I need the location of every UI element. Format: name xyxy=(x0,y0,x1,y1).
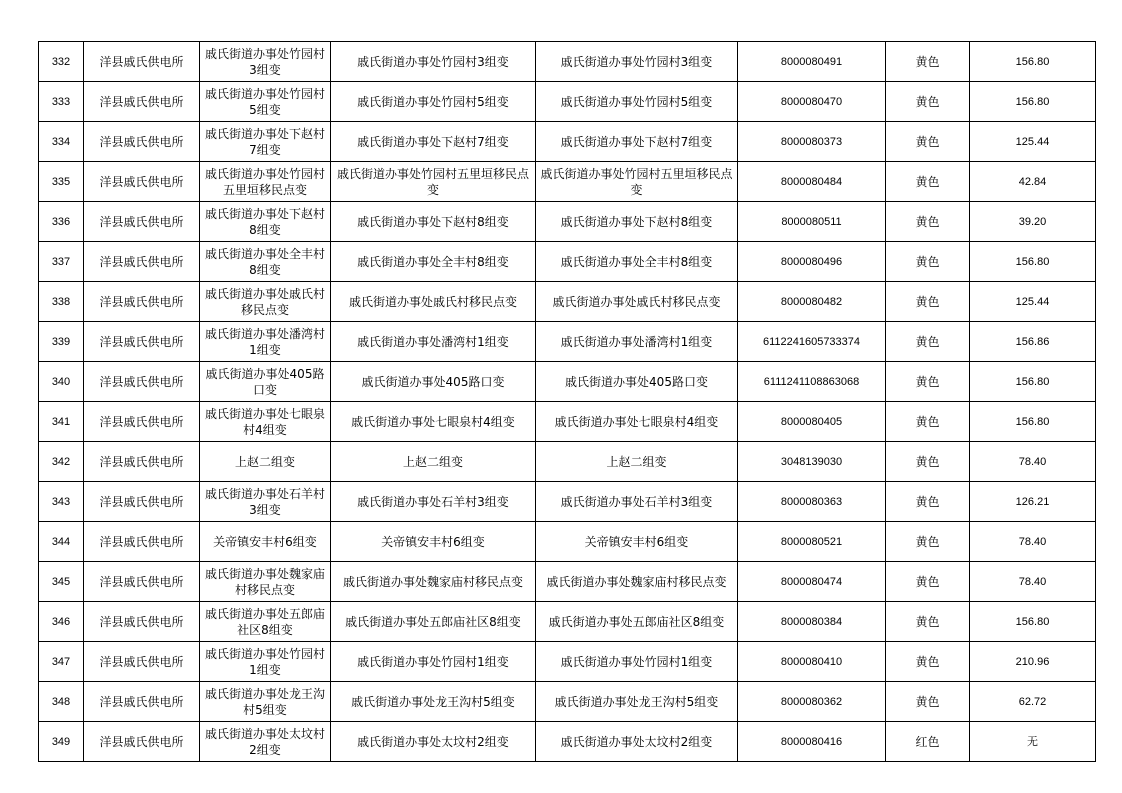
table-row xyxy=(39,442,1096,482)
area-name-cell: 戚氏街道办事处竹园村1组变 xyxy=(536,642,738,682)
area-name-cell: 戚氏街道办事处下赵村7组变 xyxy=(536,122,738,162)
area-name-cell: 戚氏街道办事处下赵村8组变 xyxy=(536,202,738,242)
warning-level-cell: 黄色 xyxy=(886,162,970,202)
line-name-cell: 戚氏街道办事处下赵村8组变 xyxy=(331,202,536,242)
station-cell: 洋县戚氏供电所 xyxy=(84,282,200,322)
transformer-name-cell: 关帝镇安丰村6组变 xyxy=(200,522,331,562)
table-row xyxy=(39,82,1096,122)
warning-level-cell: 黄色 xyxy=(886,402,970,442)
transformer-name-cell: 戚氏街道办事处竹园村1组变 xyxy=(200,642,331,682)
station-cell: 洋县戚氏供电所 xyxy=(84,522,200,562)
transformer-name-cell: 戚氏街道办事处五郎庙社区8组变 xyxy=(200,602,331,642)
code-cell: 8000080484 xyxy=(738,162,886,202)
data-table xyxy=(38,41,1096,762)
value-cell: 126.21 xyxy=(970,482,1096,522)
table-row xyxy=(39,362,1096,402)
table-row xyxy=(39,42,1096,82)
station-cell: 洋县戚氏供电所 xyxy=(84,322,200,362)
row-number-cell: 335 xyxy=(39,162,84,202)
area-name-cell: 戚氏街道办事处魏家庙村移民点变 xyxy=(536,562,738,602)
area-name-cell: 戚氏街道办事处405路口变 xyxy=(536,362,738,402)
station-cell: 洋县戚氏供电所 xyxy=(84,362,200,402)
code-cell: 6112241605733374 xyxy=(738,322,886,362)
transformer-name-cell: 戚氏街道办事处竹园村5组变 xyxy=(200,82,331,122)
warning-level-cell: 红色 xyxy=(886,722,970,762)
row-number-cell: 338 xyxy=(39,282,84,322)
transformer-name-cell: 上赵二组变 xyxy=(200,442,331,482)
row-number-cell: 337 xyxy=(39,242,84,282)
table-row xyxy=(39,482,1096,522)
row-number-cell: 345 xyxy=(39,562,84,602)
warning-level-cell: 黄色 xyxy=(886,242,970,282)
value-cell: 78.40 xyxy=(970,562,1096,602)
warning-level-cell: 黄色 xyxy=(886,202,970,242)
value-cell: 78.40 xyxy=(970,442,1096,482)
code-cell: 8000080511 xyxy=(738,202,886,242)
table-row xyxy=(39,162,1096,202)
area-name-cell: 戚氏街道办事处全丰村8组变 xyxy=(536,242,738,282)
station-cell: 洋县戚氏供电所 xyxy=(84,162,200,202)
area-name-cell: 戚氏街道办事处竹园村五里垣移民点变 xyxy=(536,162,738,202)
line-name-cell: 戚氏街道办事处石羊村3组变 xyxy=(331,482,536,522)
station-cell: 洋县戚氏供电所 xyxy=(84,82,200,122)
row-number-cell: 343 xyxy=(39,482,84,522)
value-cell: 156.80 xyxy=(970,362,1096,402)
line-name-cell: 戚氏街道办事处龙王沟村5组变 xyxy=(331,682,536,722)
warning-level-cell: 黄色 xyxy=(886,282,970,322)
station-cell: 洋县戚氏供电所 xyxy=(84,442,200,482)
station-cell: 洋县戚氏供电所 xyxy=(84,202,200,242)
code-cell: 8000080373 xyxy=(738,122,886,162)
code-cell: 8000080491 xyxy=(738,42,886,82)
transformer-name-cell: 戚氏街道办事处龙王沟村5组变 xyxy=(200,682,331,722)
row-number-cell: 334 xyxy=(39,122,84,162)
row-number-cell: 346 xyxy=(39,602,84,642)
table-row xyxy=(39,522,1096,562)
transformer-name-cell: 戚氏街道办事处太坟村2组变 xyxy=(200,722,331,762)
line-name-cell: 戚氏街道办事处全丰村8组变 xyxy=(331,242,536,282)
transformer-name-cell: 戚氏街道办事处潘湾村1组变 xyxy=(200,322,331,362)
area-name-cell: 戚氏街道办事处戚氏村移民点变 xyxy=(536,282,738,322)
row-number-cell: 344 xyxy=(39,522,84,562)
value-cell: 39.20 xyxy=(970,202,1096,242)
code-cell: 8000080405 xyxy=(738,402,886,442)
station-cell: 洋县戚氏供电所 xyxy=(84,642,200,682)
warning-level-cell: 黄色 xyxy=(886,682,970,722)
value-cell: 无 xyxy=(970,722,1096,762)
table-row xyxy=(39,602,1096,642)
station-cell: 洋县戚氏供电所 xyxy=(84,602,200,642)
code-cell: 8000080363 xyxy=(738,482,886,522)
row-number-cell: 336 xyxy=(39,202,84,242)
table-row xyxy=(39,562,1096,602)
warning-level-cell: 黄色 xyxy=(886,442,970,482)
transformer-name-cell: 戚氏街道办事处七眼泉村4组变 xyxy=(200,402,331,442)
station-cell: 洋县戚氏供电所 xyxy=(84,122,200,162)
line-name-cell: 戚氏街道办事处潘湾村1组变 xyxy=(331,322,536,362)
station-cell: 洋县戚氏供电所 xyxy=(84,242,200,282)
line-name-cell: 戚氏街道办事处竹园村五里垣移民点变 xyxy=(331,162,536,202)
row-number-cell: 332 xyxy=(39,42,84,82)
line-name-cell: 戚氏街道办事处下赵村7组变 xyxy=(331,122,536,162)
warning-level-cell: 黄色 xyxy=(886,42,970,82)
value-cell: 125.44 xyxy=(970,282,1096,322)
code-cell: 8000080362 xyxy=(738,682,886,722)
code-cell: 8000080410 xyxy=(738,642,886,682)
table-row xyxy=(39,242,1096,282)
table-row xyxy=(39,322,1096,362)
code-cell: 8000080496 xyxy=(738,242,886,282)
code-cell: 3048139030 xyxy=(738,442,886,482)
row-number-cell: 342 xyxy=(39,442,84,482)
line-name-cell: 戚氏街道办事处魏家庙村移民点变 xyxy=(331,562,536,602)
area-name-cell: 戚氏街道办事处龙王沟村5组变 xyxy=(536,682,738,722)
line-name-cell: 戚氏街道办事处五郎庙社区8组变 xyxy=(331,602,536,642)
warning-level-cell: 黄色 xyxy=(886,642,970,682)
line-name-cell: 关帝镇安丰村6组变 xyxy=(331,522,536,562)
transformer-name-cell: 戚氏街道办事处全丰村8组变 xyxy=(200,242,331,282)
transformer-name-cell: 戚氏街道办事处下赵村7组变 xyxy=(200,122,331,162)
area-name-cell: 戚氏街道办事处五郎庙社区8组变 xyxy=(536,602,738,642)
transformer-name-cell: 戚氏街道办事处戚氏村移民点变 xyxy=(200,282,331,322)
value-cell: 156.86 xyxy=(970,322,1096,362)
code-cell: 8000080416 xyxy=(738,722,886,762)
station-cell: 洋县戚氏供电所 xyxy=(84,42,200,82)
table-row xyxy=(39,722,1096,762)
line-name-cell: 戚氏街道办事处竹园村3组变 xyxy=(331,42,536,82)
station-cell: 洋县戚氏供电所 xyxy=(84,722,200,762)
table-row xyxy=(39,402,1096,442)
value-cell: 125.44 xyxy=(970,122,1096,162)
row-number-cell: 341 xyxy=(39,402,84,442)
transformer-name-cell: 戚氏街道办事处石羊村3组变 xyxy=(200,482,331,522)
area-name-cell: 戚氏街道办事处石羊村3组变 xyxy=(536,482,738,522)
area-name-cell: 戚氏街道办事处太坟村2组变 xyxy=(536,722,738,762)
value-cell: 156.80 xyxy=(970,402,1096,442)
area-name-cell: 戚氏街道办事处七眼泉村4组变 xyxy=(536,402,738,442)
value-cell: 156.80 xyxy=(970,602,1096,642)
warning-level-cell: 黄色 xyxy=(886,322,970,362)
warning-level-cell: 黄色 xyxy=(886,562,970,602)
line-name-cell: 上赵二组变 xyxy=(331,442,536,482)
row-number-cell: 347 xyxy=(39,642,84,682)
transformer-name-cell: 戚氏街道办事处竹园村五里垣移民点变 xyxy=(200,162,331,202)
table-row xyxy=(39,642,1096,682)
area-name-cell: 上赵二组变 xyxy=(536,442,738,482)
warning-level-cell: 黄色 xyxy=(886,362,970,402)
area-name-cell: 戚氏街道办事处竹园村3组变 xyxy=(536,42,738,82)
transformer-name-cell: 戚氏街道办事处魏家庙村移民点变 xyxy=(200,562,331,602)
warning-level-cell: 黄色 xyxy=(886,482,970,522)
warning-level-cell: 黄色 xyxy=(886,122,970,162)
code-cell: 6111241108863068 xyxy=(738,362,886,402)
station-cell: 洋县戚氏供电所 xyxy=(84,682,200,722)
warning-level-cell: 黄色 xyxy=(886,522,970,562)
code-cell: 8000080474 xyxy=(738,562,886,602)
row-number-cell: 340 xyxy=(39,362,84,402)
value-cell: 42.84 xyxy=(970,162,1096,202)
transformer-name-cell: 戚氏街道办事处下赵村8组变 xyxy=(200,202,331,242)
table-body xyxy=(39,42,1096,762)
value-cell: 210.96 xyxy=(970,642,1096,682)
table-row xyxy=(39,282,1096,322)
warning-level-cell: 黄色 xyxy=(886,602,970,642)
area-name-cell: 戚氏街道办事处竹园村5组变 xyxy=(536,82,738,122)
line-name-cell: 戚氏街道办事处竹园村1组变 xyxy=(331,642,536,682)
station-cell: 洋县戚氏供电所 xyxy=(84,402,200,442)
transformer-name-cell: 戚氏街道办事处竹园村3组变 xyxy=(200,42,331,82)
area-name-cell: 戚氏街道办事处潘湾村1组变 xyxy=(536,322,738,362)
table-row xyxy=(39,202,1096,242)
transformer-name-cell: 戚氏街道办事处405路口变 xyxy=(200,362,331,402)
value-cell: 156.80 xyxy=(970,82,1096,122)
line-name-cell: 戚氏街道办事处405路口变 xyxy=(331,362,536,402)
value-cell: 156.80 xyxy=(970,42,1096,82)
code-cell: 8000080384 xyxy=(738,602,886,642)
row-number-cell: 333 xyxy=(39,82,84,122)
table-row xyxy=(39,122,1096,162)
value-cell: 62.72 xyxy=(970,682,1096,722)
warning-level-cell: 黄色 xyxy=(886,82,970,122)
row-number-cell: 339 xyxy=(39,322,84,362)
code-cell: 8000080482 xyxy=(738,282,886,322)
line-name-cell: 戚氏街道办事处七眼泉村4组变 xyxy=(331,402,536,442)
table-row xyxy=(39,682,1096,722)
code-cell: 8000080521 xyxy=(738,522,886,562)
code-cell: 8000080470 xyxy=(738,82,886,122)
value-cell: 78.40 xyxy=(970,522,1096,562)
area-name-cell: 关帝镇安丰村6组变 xyxy=(536,522,738,562)
line-name-cell: 戚氏街道办事处竹园村5组变 xyxy=(331,82,536,122)
row-number-cell: 348 xyxy=(39,682,84,722)
station-cell: 洋县戚氏供电所 xyxy=(84,482,200,522)
line-name-cell: 戚氏街道办事处太坟村2组变 xyxy=(331,722,536,762)
line-name-cell: 戚氏街道办事处戚氏村移民点变 xyxy=(331,282,536,322)
row-number-cell: 349 xyxy=(39,722,84,762)
value-cell: 156.80 xyxy=(970,242,1096,282)
station-cell: 洋县戚氏供电所 xyxy=(84,562,200,602)
